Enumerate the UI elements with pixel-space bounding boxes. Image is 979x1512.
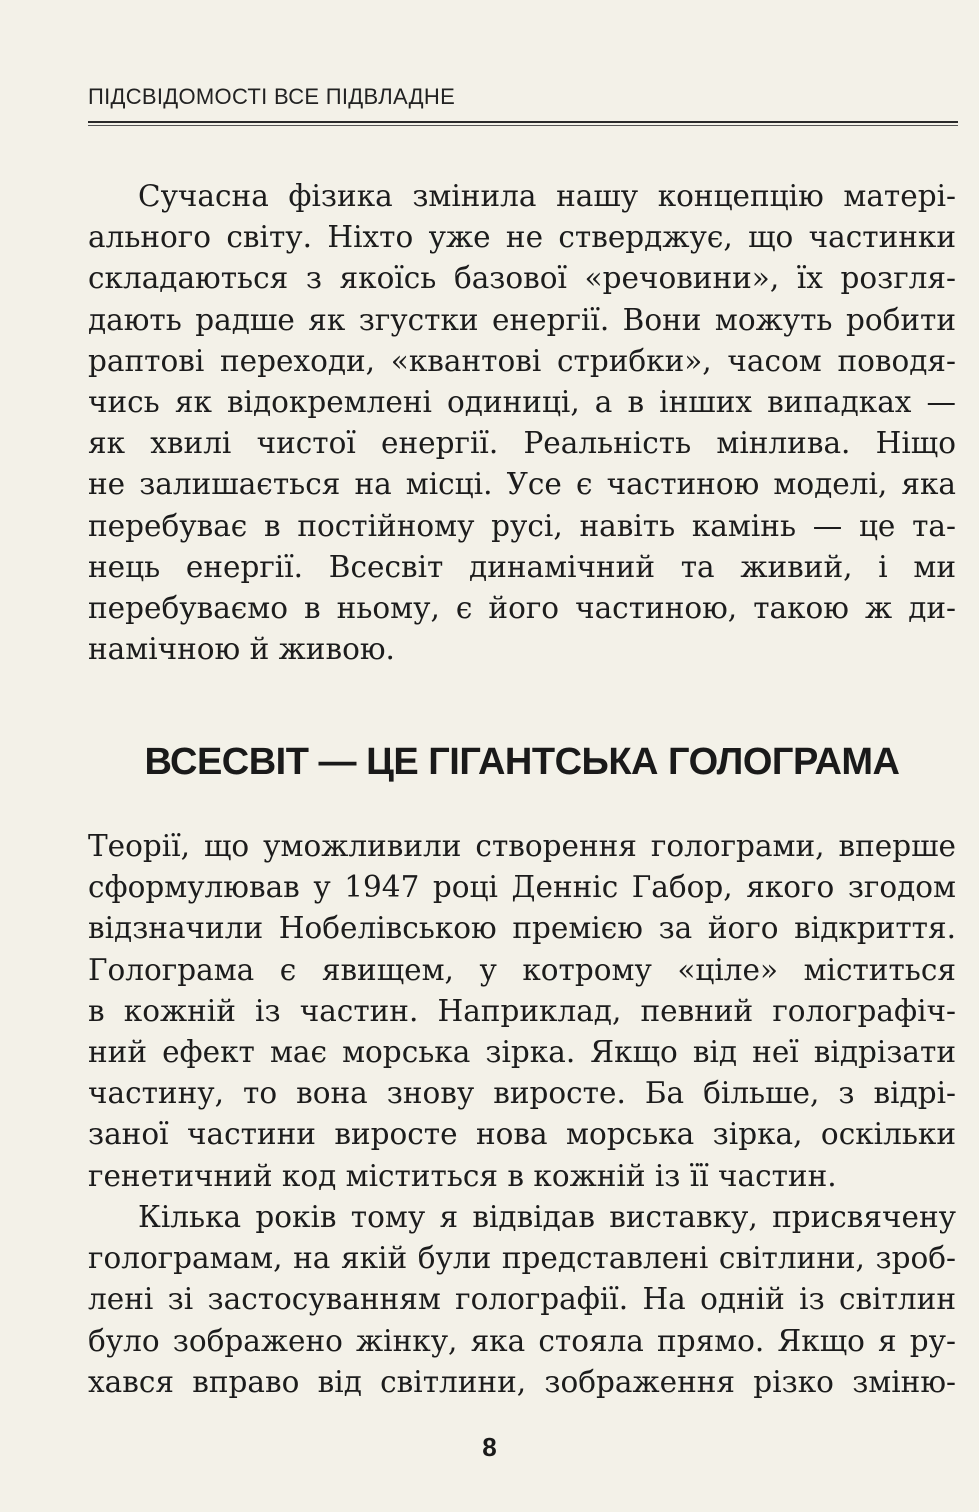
text-line: Теорії, що уможливили створення голограми, вперше <box>88 829 956 863</box>
text-line: раптові переходи, «квантові стрибки», часом поводя- <box>88 343 956 378</box>
text-line: було зображено жінку, яка стояла прямо. Якщо я ру- <box>88 1323 956 1358</box>
text-line: нець енергії. Всесвіт динамічний та живий, і ми <box>88 549 956 584</box>
text-line: голограмам, на якій були представлені світлини, зроб- <box>88 1241 956 1276</box>
page-number: 8 <box>482 1432 497 1462</box>
text-line: ний ефект має морська зірка. Якщо від неї відрізати <box>88 1034 956 1069</box>
text-line: сформулював у 1947 році Денніс Габор, якого згодом <box>88 870 956 905</box>
text-line: намічною й живою. <box>88 632 395 667</box>
header-rule <box>88 121 958 123</box>
section-heading: ВСЕСВІТ — ЦЕ ГІГАНТСЬКА ГОЛОГРАМА <box>144 741 900 783</box>
text-line: Сучасна фізика змінила нашу концепцію матері- <box>138 179 956 213</box>
text-line: лені зі застосуванням голографії. На одній із світлин <box>88 1282 956 1317</box>
text-line: частину, то вона знову виросте. Ба більше, з відрі- <box>88 1076 956 1111</box>
text-line: ального світу. Ніхто уже не стверджує, що частинки <box>88 220 956 255</box>
paragraph-exhibition <box>88 1197 956 1403</box>
text-line: відзначили Нобелівською премією за його відкриття. <box>88 911 956 946</box>
text-line: в кожній із частин. Наприклад, певний голографіч- <box>88 993 956 1028</box>
text-line: Голограма є явищем, у котрому «ціле» міститься <box>88 952 956 987</box>
running-head: ПІДСВІДОМОСТІ ВСЕ ПІДВЛАДНЕ <box>88 84 456 109</box>
text-line: не залишається на місці. Усе є частиною моделі, яка <box>88 467 956 502</box>
text-line: чись як відокремлені одиниці, а в інших випадках — <box>88 384 956 419</box>
text-line: перебуває в постійному русі, навіть камінь — це та- <box>88 508 956 543</box>
text-line: заної частини виросте нова морська зірка, оскільки <box>88 1117 956 1152</box>
text-line: Кілька років тому я відвідав виставку, присвячену <box>138 1200 956 1234</box>
paragraph-hologram-theory <box>88 826 956 1197</box>
text-line: складаються з якоїсь базової «речовини», їх розгля- <box>88 261 956 296</box>
text-line: перебуваємо в ньому, є його частиною, такою ж ди- <box>88 590 956 625</box>
text-line: як хвилі чистої енергії. Реальність мінлива. Ніщо <box>88 426 956 461</box>
text-line: дають радше як згустки енергії. Вони можуть робити <box>88 302 956 337</box>
text-line: хався вправо від світлини, зображення різко зміню- <box>88 1364 956 1399</box>
paragraph-modern-physics <box>88 176 956 670</box>
text-line: генетичний код міститься в кожній із її частин. <box>88 1158 837 1193</box>
header-rule-thin <box>88 125 958 126</box>
